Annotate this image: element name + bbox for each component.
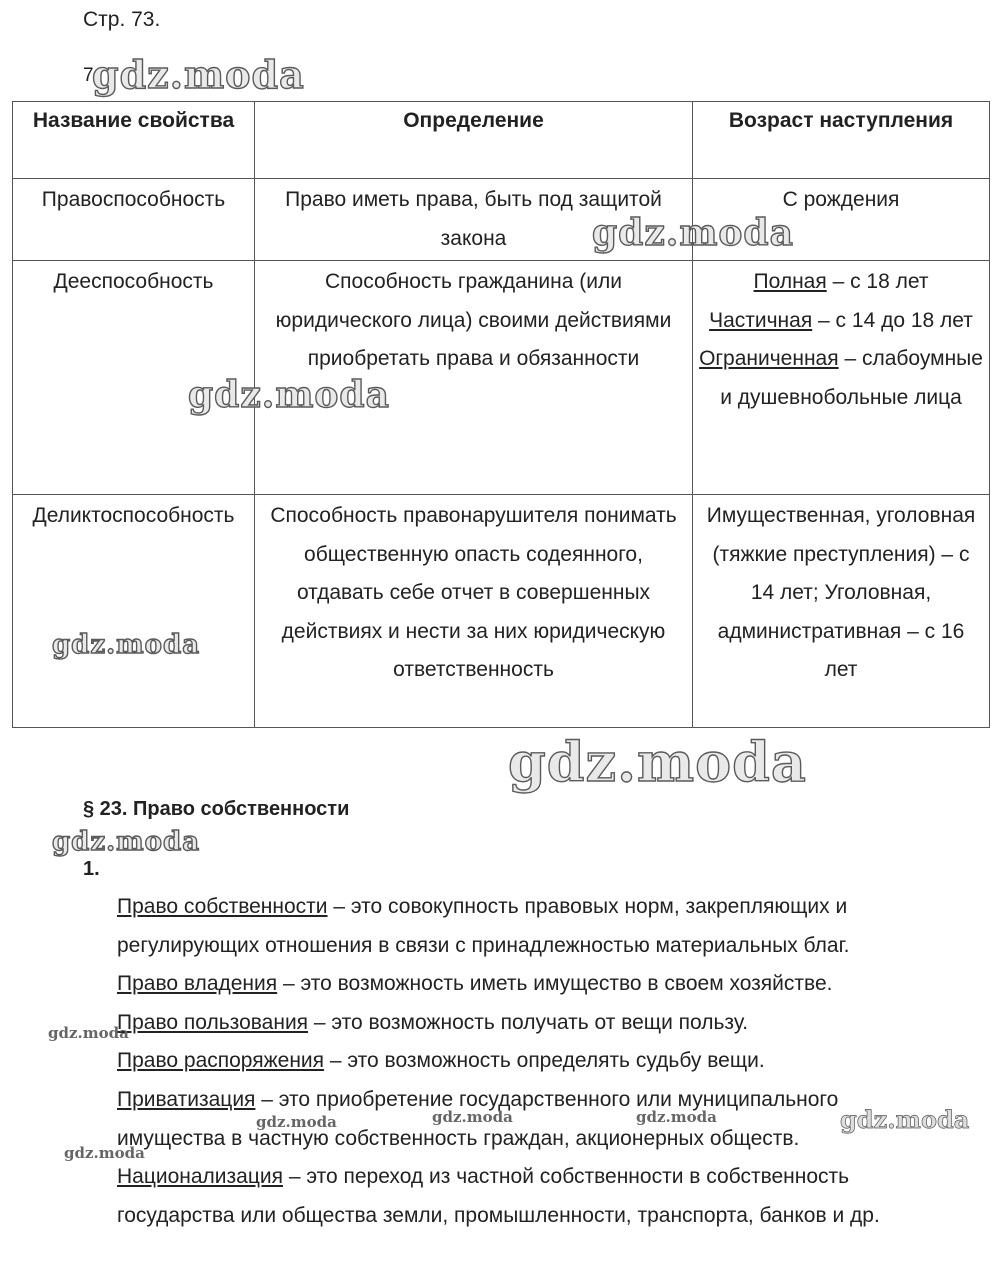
- table-row: [13, 495, 990, 728]
- definition-term: Национализация: [117, 1165, 283, 1189]
- definition-term: Приватизация: [117, 1087, 256, 1111]
- watermark: gdz.moda: [636, 1108, 717, 1126]
- definition-item: [117, 1004, 937, 1043]
- property-definition: Право иметь права, быть под защитой закона: [255, 179, 693, 261]
- property-age: Имущественная, уголовная (тяжкие преступления) – с 14 лет; Уголовная, административная – с 16 лет: [693, 495, 990, 728]
- definitions-list: [117, 888, 937, 1235]
- definition-item: [117, 888, 937, 965]
- property-definition: Способность гражданина (или юридического лица) своими действиями приобретать права и обязанности: [255, 261, 693, 495]
- watermark: gdz.moda: [840, 1105, 970, 1134]
- age-partial-text: – с 14 до 18 лет: [812, 308, 973, 332]
- age-limited-text: – слабоумные и душевнобольные лица: [720, 347, 983, 409]
- task-number: 7: [83, 65, 94, 86]
- definition-text: – это совокупность правовых норм, закрепляющих и регулирующих отношения в связи с принадлежностью материальных благ.: [117, 895, 850, 957]
- property-name: Деликтоспособность: [13, 495, 255, 728]
- table-row: [13, 179, 990, 261]
- header-age: Возраст наступления: [693, 102, 990, 179]
- definition-item: [117, 1158, 937, 1235]
- definition-text: – это возможность получать от вещи пользу.: [308, 1010, 749, 1034]
- watermark: gdz.moda: [52, 827, 201, 857]
- watermark: gdz.moda: [48, 1024, 129, 1042]
- age-full-text: – с 18 лет: [826, 270, 929, 293]
- property-age: [693, 261, 990, 495]
- section-title: § 23. Право собственности: [83, 798, 350, 820]
- definition-item: [117, 1081, 937, 1158]
- definition-term: Право пользования: [117, 1010, 309, 1034]
- watermark: gdz.moda: [256, 1113, 337, 1131]
- definition-term: Право собственности: [117, 895, 328, 918]
- definition-text: – это переход из частной собственности в собственность государства или общества земли, промышленности, транспорта, банков и др.: [117, 1165, 880, 1227]
- age-full-label: Полная: [753, 270, 827, 293]
- watermark: gdz.moda: [92, 52, 305, 97]
- definition-term: Право владения: [117, 972, 278, 996]
- definition-text: – это возможность определять судьбу вещи.: [324, 1049, 765, 1073]
- definition-term: Право распоряжения: [117, 1049, 325, 1073]
- header-definition: Определение: [255, 102, 693, 179]
- definition-item: [117, 965, 937, 1004]
- definition-item: [117, 1042, 937, 1081]
- watermark: gdz.moda: [432, 1108, 513, 1126]
- property-name: Правоспособность: [13, 179, 255, 261]
- property-age: С рождения: [693, 179, 990, 261]
- table-row: [13, 261, 990, 495]
- table-header-row: [13, 102, 990, 179]
- header-property-name: Название свойства: [13, 102, 255, 179]
- watermark: gdz.moda: [592, 212, 794, 254]
- age-partial-label: Частичная: [709, 308, 813, 332]
- page-number: Стр. 73.: [83, 8, 161, 31]
- watermark: gdz.moda: [52, 630, 201, 660]
- watermark: gdz.moda: [508, 730, 807, 794]
- item-number: 1.: [83, 858, 100, 880]
- watermark: gdz.moda: [188, 374, 390, 416]
- property-name: Дееспособность: [13, 261, 255, 495]
- property-definition: Способность правонарушителя понимать общественную опасть содеянного, отдавать себе отчет в совершенных действиях и нести за них юридическую ответственность: [255, 495, 693, 728]
- definition-text: – это приобретение государственного или муниципального имущества в частную собственность граждан, акционерных обществ.: [117, 1087, 839, 1150]
- watermark: gdz.moda: [64, 1144, 145, 1162]
- age-limited-label: Ограниченная: [699, 347, 839, 370]
- definition-text: – это возможность иметь имущество в своем хозяйстве.: [277, 972, 833, 996]
